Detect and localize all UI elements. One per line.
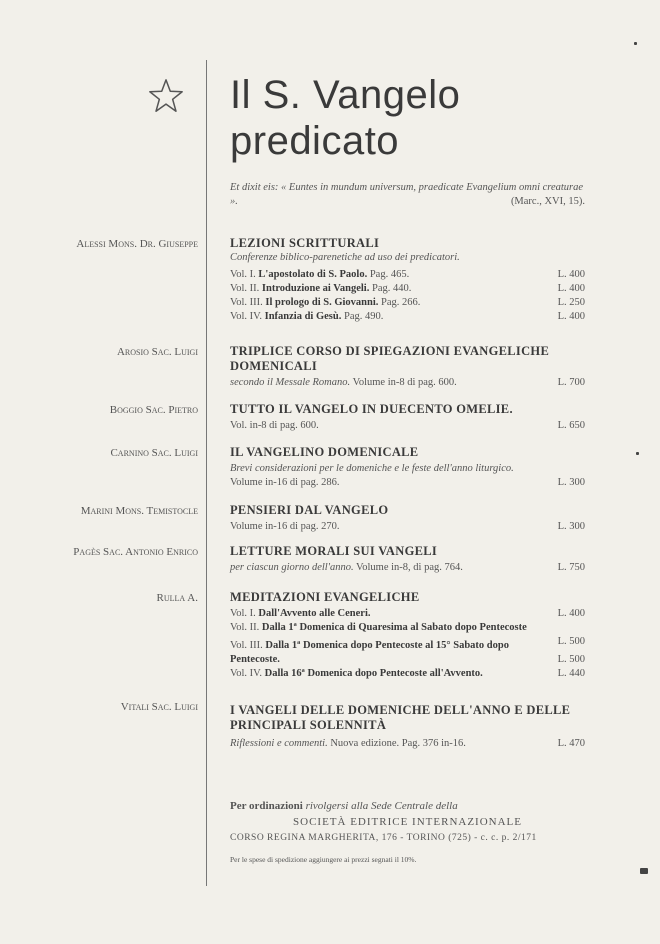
star-outline-icon — [147, 77, 185, 115]
volume-number: Vol. II. — [230, 622, 260, 633]
volume-pages: Pag. 490. — [343, 311, 384, 322]
book-price: L. 650 — [557, 420, 585, 431]
volume-price: L. 400 — [557, 269, 585, 280]
print-mark — [640, 868, 648, 874]
order-bold: Per ordinazioni — [230, 800, 303, 812]
volume-row — [230, 667, 585, 681]
volume-name: Il prologo di S. Giovanni. — [265, 297, 379, 308]
motto-text: Et dixit eis: « Euntes in mundum universum, praedicate Evangelium omni creaturae ». — [230, 182, 584, 207]
book-title: PENSIERI DAL VANGELO — [230, 503, 389, 517]
volume-name: L'apostolato di S. Paolo. — [258, 269, 368, 280]
volume-number: Vol. III. — [230, 297, 263, 308]
book-price: L. 750 — [557, 562, 585, 573]
book-letture-morali — [230, 544, 585, 575]
motto — [230, 181, 585, 209]
book-vangeli-delle-domeniche — [230, 703, 585, 751]
publisher-name: SOCIETÀ EDITRICE INTERNAZIONALE — [293, 816, 522, 828]
book-meditazioni-evangeliche — [230, 590, 585, 681]
author-alessi: Alessi Mons. Dr. Giuseppe — [76, 238, 198, 250]
book-tutto-il-vangelo — [230, 402, 585, 433]
volume-pages: Pag. 266. — [381, 297, 421, 308]
volume-name: Dalla 16ª Domenica dopo Pentecoste all'Avvento. — [264, 668, 483, 679]
title-line-2: predicato — [230, 119, 400, 163]
book-desc-italic: per ciascun giorno dell'anno. — [230, 562, 354, 573]
volume-pages: Pag. 440. — [371, 283, 412, 294]
book-triplice-corso — [230, 344, 585, 390]
book-price: L. 300 — [557, 477, 585, 488]
author-arosio: Arosio Sac. Luigi — [116, 346, 198, 358]
title-line-1: Il S. Vangelo — [230, 73, 461, 117]
order-italic: rivolgersi alla Sede Centrale della — [305, 800, 458, 812]
book-desc: Nuova edizione. Pag. 376 in-16. — [330, 738, 466, 749]
volume-name: Dall'Avvento alle Ceneri. — [258, 608, 371, 619]
book-desc-row — [230, 737, 585, 751]
volume-row — [230, 607, 585, 621]
volume-row — [230, 639, 585, 667]
volume-row — [230, 268, 585, 282]
book-price: L. 470 — [557, 738, 585, 749]
book-desc-row — [230, 520, 585, 534]
author-marini: Marini Mons. Temistocle — [80, 505, 198, 517]
order-footer — [230, 798, 585, 865]
volume-price: L. 250 — [557, 297, 585, 308]
author-pages: Pagès Sac. Antonio Enrico — [73, 546, 198, 558]
volume-price: L. 500 — [557, 636, 585, 647]
book-title: MEDITAZIONI EVANGELICHE — [230, 590, 420, 604]
vertical-divider — [206, 60, 207, 886]
book-desc-row — [230, 462, 585, 490]
volume-name: Dalla 1ª Domenica di Quaresima al Sabato dopo Pentecoste — [261, 622, 527, 633]
book-title: LETTURE MORALI SUI VANGELI — [230, 544, 438, 558]
print-mark — [636, 452, 639, 455]
book-subtitle: Conferenze biblico-parenetiche ad uso dei predicatori. — [230, 252, 460, 263]
book-desc-row — [230, 419, 585, 433]
volume-row — [230, 310, 585, 324]
volume-number: Vol. III. — [230, 640, 263, 651]
author-vitali: Vitali Sac. Luigi — [120, 701, 198, 713]
volume-number: Vol. II. — [230, 283, 260, 294]
book-vangelino-domenicale — [230, 445, 585, 490]
author-carnino: Carnino Sac. Luigi — [110, 447, 198, 459]
book-title: IL VANGELINO DOMENICALE — [230, 445, 419, 459]
volume-name: Infanzia di Gesù. — [264, 311, 342, 322]
publisher-address: CORSO REGINA MARGHERITA, 176 - TORINO (725) - c. c. p. 2/171 — [230, 833, 537, 843]
book-title: I VANGELI DELLE DOMENICHE DELL'ANNO E DELLE PRINCIPALI SOLENNITÀ — [230, 703, 571, 732]
volume-name: Dalla 1ª Domenica dopo Pentecoste al 15° Sabato dopo Pentecoste. — [230, 640, 509, 665]
volume-price: L. 400 — [557, 283, 585, 294]
book-title: TRIPLICE CORSO DI SPIEGAZIONI EVANGELICHE DOMENICALI — [230, 344, 550, 373]
book-price: L. 300 — [557, 521, 585, 532]
volume-number: Vol. IV. — [230, 668, 262, 679]
book-price: L. 700 — [557, 377, 585, 388]
volume-name: Introduzione ai Vangeli. — [261, 283, 370, 294]
book-desc: Vol. in-8 di pag. 600. — [230, 420, 319, 431]
book-desc: Volume in-8, di pag. 764. — [356, 562, 463, 573]
author-rulla: Rulla A. — [156, 592, 198, 604]
book-pensieri-dal-vangelo — [230, 503, 585, 534]
volume-number: Vol. I. — [230, 608, 256, 619]
book-desc: Volume in-8 di pag. 600. — [352, 377, 457, 388]
print-mark — [634, 42, 637, 45]
book-lezioni-scritturali — [230, 236, 585, 324]
volume-price: L. 400 — [557, 608, 585, 619]
author-boggio: Boggio Sac. Pietro — [109, 404, 198, 416]
volume-number: Vol. I. — [230, 269, 256, 280]
page-title — [230, 72, 460, 164]
book-title: TUTTO IL VANGELO IN DUECENTO OMELIE. — [230, 402, 513, 416]
book-desc: Volume in-16 di pag. 286. — [230, 477, 340, 488]
volume-pages: Pag. 465. — [369, 269, 410, 280]
volume-row — [230, 296, 585, 310]
motto-reference: (Marc., XVI, 15). — [510, 196, 585, 207]
book-title: LEZIONI SCRITTURALI — [230, 236, 380, 250]
shipping-note: Per le spese di spedizione aggiungere ai prezzi segnati il 10%. — [230, 855, 417, 864]
book-desc-row — [230, 561, 585, 575]
book-desc-italic: secondo il Messale Romano. — [230, 377, 351, 388]
book-desc-row — [230, 376, 585, 390]
volume-number: Vol. IV. — [230, 311, 262, 322]
volume-price: L. 440 — [557, 668, 585, 679]
volume-row — [230, 282, 585, 296]
volume-price: L. 500 — [557, 654, 585, 665]
order-line — [230, 798, 585, 814]
book-desc-italic: Brevi considerazioni per le domeniche e le feste dell'anno liturgico. — [230, 463, 514, 474]
volume-price: L. 400 — [557, 311, 585, 322]
book-desc-italic: Riflessioni e commenti. — [230, 738, 328, 749]
book-desc: Volume in-16 di pag. 270. — [230, 521, 340, 532]
